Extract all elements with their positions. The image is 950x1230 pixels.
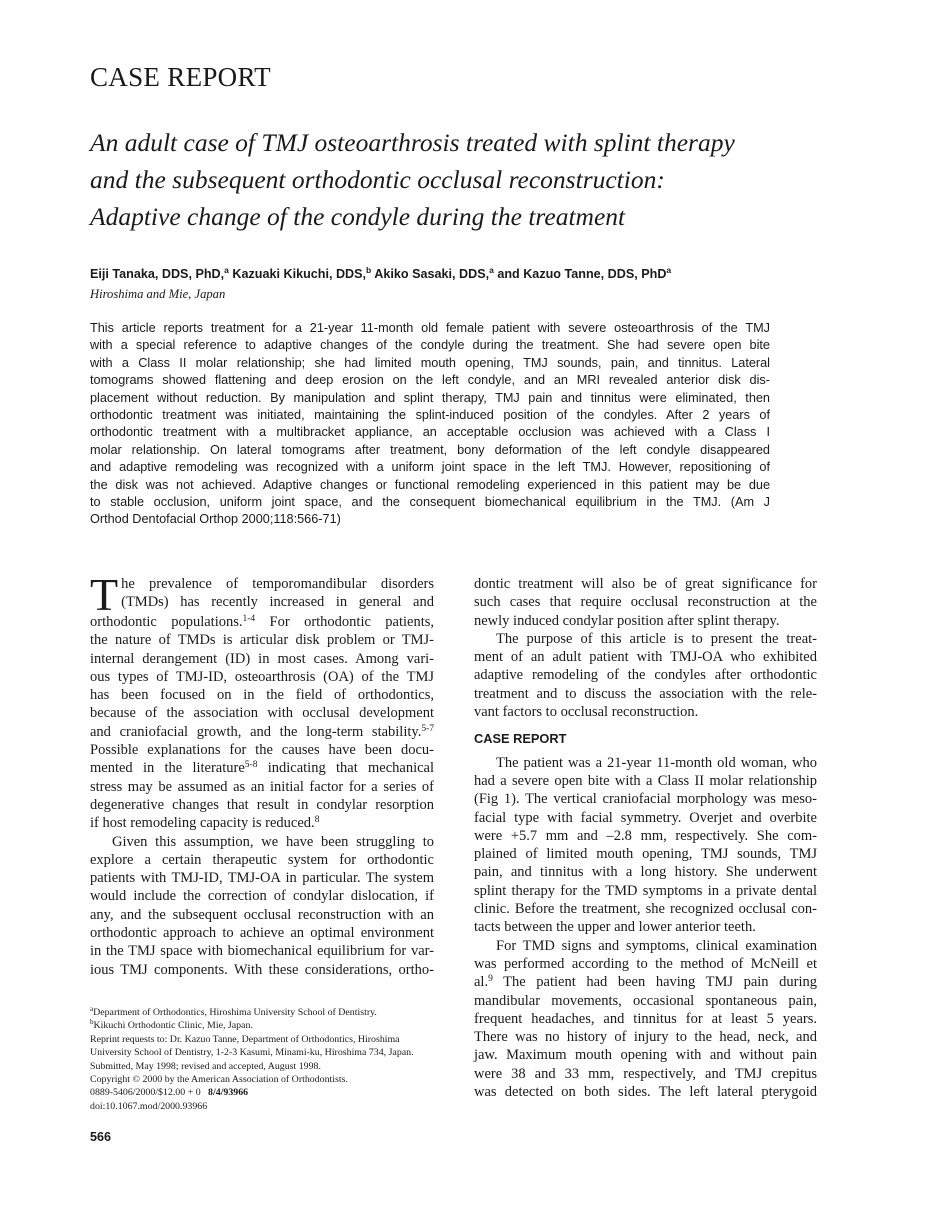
author-affiliation-mark: a xyxy=(224,265,229,275)
body-line: and craniofacial growth, and the long-term stability.$^{5-7}$ xyxy=(90,723,434,740)
body-line: stress may be assumed as an initial factor for a series of xyxy=(90,778,434,795)
abstract-line: tomograms showed flattening and deep erosion on the left condyle, and an MRI revealed anterior disk dis- xyxy=(90,373,770,388)
body-line: Possible explanations for the causes have been docu- xyxy=(90,742,434,759)
body-line: adaptive remodeling of the condyles after orthodontic xyxy=(474,667,817,684)
citation: 5-7 xyxy=(421,723,434,734)
body-line: ious TMJ components. With these considerations, ortho- xyxy=(90,961,434,978)
footnote: Submitted, May 1998; revised and accepted, August 1998. xyxy=(90,1060,321,1072)
body-line: mented in the literature$^{5-8}$ indicating that mechanical xyxy=(90,760,434,777)
section-label: CASE REPORT xyxy=(90,62,271,92)
footnote: Reprint requests to: Dr. Kazuo Tanne, Department of Orthodontics, Hiroshima xyxy=(90,1033,400,1045)
citation: 1-4 xyxy=(242,614,256,624)
abstract-line: with a special reference to adaptive changes of the condyle during the treatment. She had severe open bite xyxy=(90,338,770,353)
body-line: treatment and to discuss the association with the rele- xyxy=(474,685,817,702)
body-line: were 38 and 33 mm, respectively, and TMJ crepitus xyxy=(474,1065,817,1082)
footnote: Copyright © 2000 by the American Association of Orthodontists. xyxy=(90,1074,348,1086)
abstract-line: the disk was not achieved. Adaptive changes or functional remodeling experienced in this patient may be due xyxy=(90,477,770,492)
title-line: and the subsequent orthodontic occlusal reconstruction: xyxy=(90,165,665,194)
body-line: facial type with facial symmetry. Overjet and overbite xyxy=(474,809,817,826)
body-line: such cases that require occlusal reconstruction at the xyxy=(474,594,817,611)
body-line: plained of limited mouth opening, TMJ sounds, TMJ xyxy=(474,846,817,863)
abstract xyxy=(90,320,770,529)
title-line: An adult case of TMJ osteoarthrosis treated with splint therapy xyxy=(90,128,735,157)
body-line: mandibular movements, occasional spontaneous pain, xyxy=(474,992,817,1009)
body-line: had a severe open bite with a Class II molar relationship xyxy=(474,772,817,789)
citation: 8 xyxy=(314,815,320,826)
body-line: frequent headaches, and tinnitus for at least 5 years. xyxy=(474,1010,817,1027)
body-line: degenerative changes that result in condylar resorption xyxy=(90,796,434,813)
citation: 9 xyxy=(488,974,493,985)
body-line: he prevalence of temporomandibular disorders xyxy=(121,576,434,592)
body-line: clinic. Before the treatment, she recognized occlusal con- xyxy=(474,901,817,918)
author-affiliation-mark: a xyxy=(489,265,494,275)
body-line: in the TMJ space with biomechanical equilibrium for var- xyxy=(90,943,434,960)
body-line: The patient was a 21-year 11-month old woman, who xyxy=(496,754,817,771)
body-line: Given this assumption, we have been struggling to xyxy=(112,833,434,850)
body-line: al.$^9$ The patient had been having TMJ pain during xyxy=(474,974,817,991)
body-line: splint therapy for the TMD symptoms in a private dental xyxy=(474,882,817,899)
footnote: 0889-5406/2000/$12.00 + 0 8/4/93966 xyxy=(90,1087,249,1099)
body-line: vant factors to occlusal reconstruction. xyxy=(474,704,699,721)
affiliation: Hiroshima and Mie, Japan xyxy=(90,287,226,301)
section-heading: CASE REPORT xyxy=(474,731,567,747)
citation: 5-8 xyxy=(244,760,258,771)
title-line: Adaptive change of the condyle during the treatment xyxy=(90,202,626,231)
body-line: if host remodeling capacity is reduced.$^8$ xyxy=(90,815,320,832)
body-line: would include the correction of condylar dislocation, if xyxy=(90,888,434,905)
author-affiliation-mark: a xyxy=(666,265,672,275)
footnote: University School of Dentistry, 1-2-3 Kasumi, Minami-ku, Hiroshima 734, Japan. xyxy=(90,1047,414,1059)
body-line: (Fig 1). The vertical craniofacial morphology was meso- xyxy=(474,791,817,808)
body-line: pain, and tinnitus with a long history. She underwent xyxy=(474,864,817,881)
abstract-line: orthodontic treatment was initiated, maintaining the splint-induced position of the condyles. After 2 years of xyxy=(90,408,770,423)
body-line: because of the association with occlusal development xyxy=(90,705,434,722)
footnote: $^a$Department of Orthodontics, Hiroshima University School of Dentistry. xyxy=(90,1005,377,1018)
body-line: newly induced condylar position after splint therapy. xyxy=(474,612,780,629)
body-line: internal derangement (ID) in most cases. Among vari- xyxy=(90,650,434,667)
footnote: doi:10.1067.mod/2000.93966 xyxy=(90,1100,208,1112)
body-line: There was no history of injury to the head, neck, and xyxy=(474,1029,817,1046)
body-line: The purpose of this article is to present the treat- xyxy=(496,630,817,647)
body-line: any, and the subsequent occlusal reconstruction with an xyxy=(90,906,434,923)
abstract-line: This article reports treatment for a 21-year 11-month old female patient with severe osteoarthrosis of the TMJ xyxy=(90,321,770,335)
body-line: was detected on both sides. The left lateral pterygoid xyxy=(474,1084,817,1101)
body-column-left xyxy=(90,569,435,979)
body-line: dontic treatment will also be of great significance for xyxy=(474,576,817,592)
body-line: were +5.7 mm and –2.8 mm, respectively. She com- xyxy=(474,827,817,844)
body-line: (TMDs) has recently increased in general and xyxy=(121,594,434,611)
abstract-line: with a Class II molar relationship; she had limited mouth opening, TMJ sounds, pain, and tinnitus. Lateral xyxy=(90,355,770,370)
abstract-line: and adaptive remodeling was recognized with a uniform joint space in the left TMJ. However, repositioning of xyxy=(90,460,770,475)
abstract-line: molar relationship. On lateral tomograms after treatment, bony deformation of the left condyle disappeared xyxy=(90,442,770,457)
author-name: and Kazuo Tanne, DDS, PhD xyxy=(497,267,667,281)
abstract-line: to stable occlusion, uniform joint space, and the consequent biomechanical equilibrium in the TMJ. (Am J xyxy=(90,495,770,510)
drop-cap: T xyxy=(90,569,119,620)
author-affiliation-mark: b xyxy=(366,265,372,275)
footnotes xyxy=(90,1006,440,1113)
author-name: Kazuaki Kikuchi, DDS, xyxy=(232,267,367,281)
body-line: orthodontic populations.$^{1-4}$ For orthodontic patients, xyxy=(90,614,435,630)
author-list xyxy=(90,266,870,282)
abstract-line: placement without reduction. By manipulation and splint therapy, TMJ pain and tinnitus were eliminated, then xyxy=(90,390,770,405)
article-title xyxy=(90,124,870,235)
body-line: has been focused on in the field of orthodontics, xyxy=(90,687,434,704)
body-line: orthodontic approach to achieve an optimal environment xyxy=(90,925,434,942)
abstract-line: orthodontic treatment with a multibracket appliance, an acceptable occlusion was achieved with a Class I xyxy=(90,425,770,440)
body-line: tacts between the upper and lower anterior teeth. xyxy=(474,919,756,936)
body-line: For TMD signs and symptoms, clinical examination xyxy=(496,937,817,954)
body-line: patients with TMJ-ID, TMJ-OA in particular. The system xyxy=(90,870,434,887)
body-line: was performed according to the method of McNeill et xyxy=(474,955,817,972)
body-column-right xyxy=(474,575,817,1101)
body-line: the nature of TMDs is articular disk problem or TMJ- xyxy=(90,632,434,649)
page-number: 566 xyxy=(90,1130,112,1144)
footnote: $^b$Kikuchi Orthodontic Clinic, Mie, Japan. xyxy=(90,1018,253,1032)
body-line: ous types of TMJ-ID, osteoarthrosis (OA) of the TMJ xyxy=(90,668,434,685)
body-line: explore a certain therapeutic system for orthodontic xyxy=(90,851,434,868)
abstract-line: Orthod Dentofacial Orthop 2000;118:566-71) xyxy=(90,512,341,527)
body-line: jaw. Maximum mouth opening with and without pain xyxy=(474,1047,817,1064)
author-name: Akiko Sasaki, DDS, xyxy=(374,267,490,281)
body-line: ment of an adult patient with TMJ-OA who exhibited xyxy=(474,649,817,666)
author-name: Eiji Tanaka, DDS, PhD, xyxy=(90,267,225,281)
